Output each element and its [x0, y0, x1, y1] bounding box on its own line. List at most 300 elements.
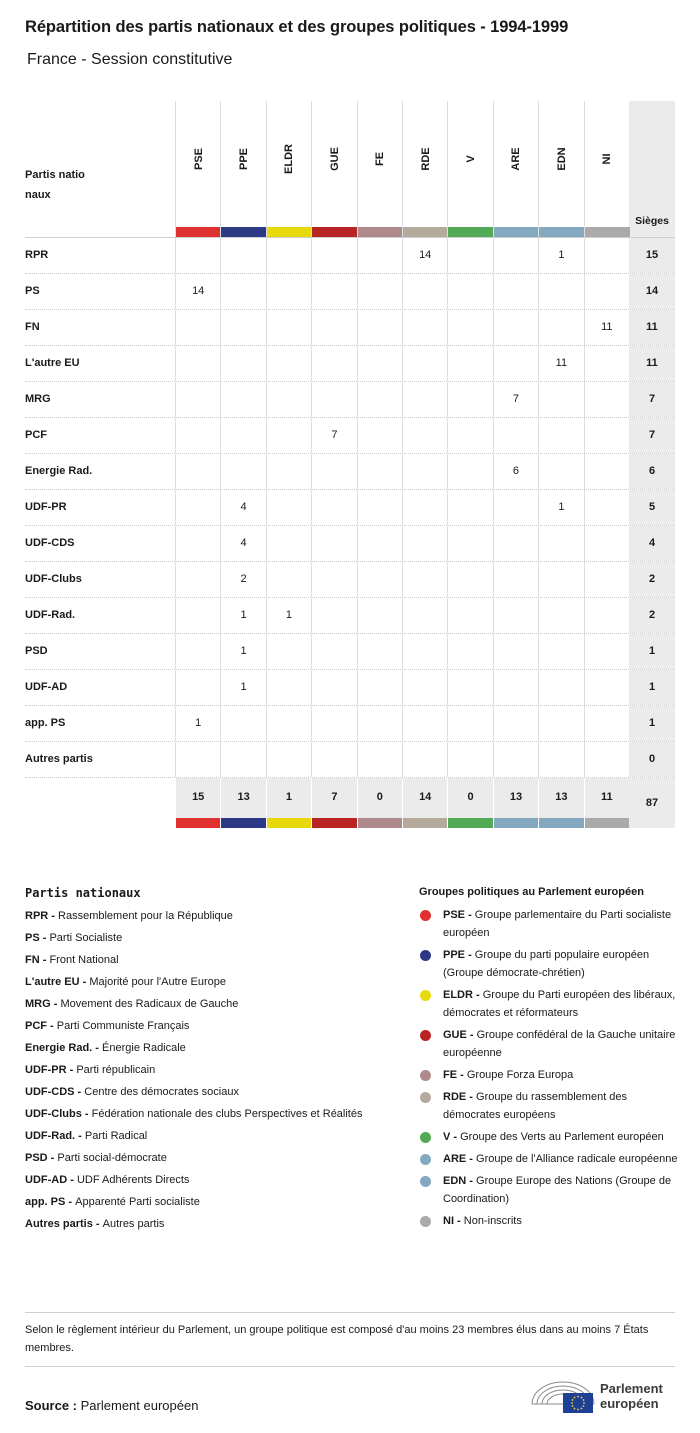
party-legend-item: L'autre EU - Majorité pour l'Autre Europe	[25, 976, 226, 988]
seat-cell	[266, 274, 311, 309]
party-legend-item: PS - Parti Socialiste	[25, 932, 123, 944]
seat-cell	[220, 742, 265, 777]
group-legend-item: ELDR - Groupe du Parti européen des libéraux, démocrates et réformateurs	[419, 986, 679, 1022]
group-color-stripe	[267, 818, 311, 828]
seat-cell	[538, 526, 583, 561]
group-total-value: 1	[285, 791, 293, 803]
seat-cell	[584, 238, 629, 273]
group-color-stripe	[585, 227, 630, 237]
seat-cell	[538, 274, 583, 309]
seat-cell	[220, 706, 265, 741]
seat-cell	[402, 274, 447, 309]
group-total-v	[447, 778, 492, 828]
row-total: 2	[629, 598, 675, 633]
seat-cell	[402, 418, 447, 453]
table-row	[25, 526, 675, 562]
row-total: 14	[629, 274, 675, 309]
seat-cell	[493, 706, 538, 741]
seat-cell	[447, 346, 492, 381]
seat-cell	[175, 526, 220, 561]
party-name: Energie Rad.	[25, 465, 93, 477]
group-legend-abbr: EDN	[443, 1175, 467, 1187]
group-color-dot	[420, 910, 431, 921]
group-color-stripe	[494, 818, 538, 828]
group-legend-item: PPE - Groupe du parti populaire européen (Groupe démocrate-chrétien)	[419, 946, 679, 982]
seat-cell	[357, 562, 402, 597]
seat-table	[25, 101, 675, 828]
page-title: Répartition des partis nationaux et des groupes politiques - 1994-1999	[25, 18, 569, 36]
seat-cell	[584, 706, 629, 741]
seat-cell	[447, 490, 492, 525]
seat-cell	[538, 562, 583, 597]
group-color-dot	[420, 1030, 431, 1041]
seat-cell	[175, 742, 220, 777]
group-legend-name: Groupe Forza Europa	[466, 1069, 574, 1081]
seat-cell	[538, 634, 583, 669]
seat-cell	[266, 670, 311, 705]
group-total-value: 0	[376, 791, 383, 803]
party-name: MRG	[25, 393, 51, 405]
group-legend-name: Groupe Europe des Nations (Groupe de Coordination)	[443, 1175, 672, 1205]
seat-cell	[584, 490, 629, 525]
party-name: FN	[25, 321, 40, 333]
seat-cell: 1	[175, 706, 220, 741]
party-legend-name: Parti Socialiste	[49, 932, 123, 944]
seat-cell: 6	[493, 454, 538, 489]
party-name: UDF-PR	[25, 501, 67, 513]
group-header-label: ARE	[510, 147, 523, 171]
party-name: PCF	[25, 429, 47, 441]
seat-cell	[447, 454, 492, 489]
group-total-value: 15	[192, 791, 205, 803]
seat-cell	[266, 310, 311, 345]
seat-cell	[447, 670, 492, 705]
seat-cell: 4	[220, 490, 265, 525]
table-row	[25, 310, 675, 346]
party-legend-item: UDF-CDS - Centre des démocrates sociaux	[25, 1086, 239, 1098]
row-total: 4	[629, 526, 675, 561]
group-total-value: 13	[237, 791, 250, 803]
seat-cell: 1	[538, 490, 583, 525]
party-legend-abbr: UDF-AD	[25, 1174, 68, 1186]
party-name: UDF-Clubs	[25, 573, 82, 585]
seats-header-label: Sièges	[635, 215, 669, 227]
seat-cell	[584, 274, 629, 309]
group-header-label: GUE	[328, 147, 341, 171]
seat-cell	[220, 310, 265, 345]
seat-cell: 2	[220, 562, 265, 597]
seat-cell	[175, 670, 220, 705]
seat-cell	[357, 670, 402, 705]
group-header-label: PSE	[192, 147, 205, 171]
seat-cell	[311, 526, 356, 561]
logo-text	[600, 1381, 663, 1411]
seat-cell	[493, 346, 538, 381]
group-color-stripe	[358, 818, 402, 828]
group-color-stripe	[448, 818, 492, 828]
row-total: 1	[629, 706, 675, 741]
hemicycle-icon	[530, 1374, 596, 1414]
group-color-dot	[420, 1176, 431, 1187]
seat-cell	[357, 490, 402, 525]
seat-cell	[175, 562, 220, 597]
seat-cell	[584, 346, 629, 381]
seat-cell	[311, 706, 356, 741]
group-legend-abbr: RDE	[443, 1091, 467, 1103]
party-legend-name: Parti Communiste Français	[56, 1020, 190, 1032]
table-row	[25, 490, 675, 526]
seat-cell	[584, 634, 629, 669]
seat-cell	[266, 526, 311, 561]
group-total-edn	[538, 778, 583, 828]
group-color-stripe	[221, 227, 266, 237]
party-legend-item: UDF-Clubs - Fédération nationale des clubs Perspectives et Réalités	[25, 1108, 363, 1120]
seat-cell	[311, 274, 356, 309]
groups-legend-title: Groupes politiques au Parlement européen	[419, 886, 644, 898]
group-color-stripe	[403, 227, 448, 237]
seat-cell	[584, 670, 629, 705]
party-legend-item: Autres partis - Autres partis	[25, 1218, 165, 1230]
group-color-stripe	[585, 818, 629, 828]
seat-cell	[266, 490, 311, 525]
table-row	[25, 382, 675, 418]
seat-cell: 7	[493, 382, 538, 417]
group-header-label: FE	[374, 151, 387, 167]
party-legend-abbr: UDF-Rad.	[25, 1130, 76, 1142]
group-header-eldr	[266, 101, 312, 237]
group-header-pse	[175, 101, 221, 237]
party-legend-name: Fédération nationale des clubs Perspectives et Réalités	[91, 1108, 363, 1120]
row-total: 11	[629, 310, 675, 345]
table-row	[25, 634, 675, 670]
party-legend-name: Parti républicain	[76, 1064, 156, 1076]
party-legend-abbr: UDF-CDS	[25, 1086, 75, 1098]
party-legend-name: Rassemblement pour la République	[58, 910, 233, 922]
table-row	[25, 670, 675, 706]
seat-cell	[175, 382, 220, 417]
seat-cell	[584, 382, 629, 417]
seat-cell	[220, 418, 265, 453]
table-row	[25, 346, 675, 382]
group-total-ni	[584, 778, 629, 828]
party-legend-item: Energie Rad. - Énergie Radicale	[25, 1042, 186, 1054]
seat-cell	[584, 562, 629, 597]
seat-cell	[538, 670, 583, 705]
parties-legend	[25, 886, 370, 1237]
logo-line-2: européen	[600, 1396, 659, 1411]
seat-cell	[266, 346, 311, 381]
seat-cell	[311, 742, 356, 777]
seat-cell	[584, 598, 629, 633]
party-legend-item: UDF-PR - Parti républicain	[25, 1064, 156, 1076]
seat-cell	[447, 562, 492, 597]
seat-cell	[493, 634, 538, 669]
seat-cell	[402, 634, 447, 669]
row-total: 6	[629, 454, 675, 489]
parliament-logo	[530, 1374, 680, 1414]
party-legend-name: Apparenté Parti socialiste	[75, 1196, 200, 1208]
group-color-stripe	[176, 818, 220, 828]
group-legend-name: Groupe parlementaire du Parti socialiste européen	[443, 909, 672, 939]
seat-cell	[447, 706, 492, 741]
row-total: 0	[629, 742, 675, 777]
seat-cell: 1	[220, 598, 265, 633]
seat-cell	[311, 346, 356, 381]
party-legend-item: PSD - Parti social-démocrate	[25, 1152, 167, 1164]
seat-cell	[220, 346, 265, 381]
seat-cell	[357, 454, 402, 489]
party-legend-abbr: PS	[25, 932, 40, 944]
party-legend-abbr: UDF-PR	[25, 1064, 67, 1076]
totals-row	[25, 778, 675, 828]
party-legend-item: PCF - Parti Communiste Français	[25, 1020, 190, 1032]
group-total-ppe	[220, 778, 265, 828]
seat-cell	[175, 634, 220, 669]
seat-cell	[447, 238, 492, 273]
group-total-value: 14	[419, 791, 432, 803]
seat-cell	[357, 706, 402, 741]
seat-cell	[357, 238, 402, 273]
group-color-stripe	[176, 227, 221, 237]
group-total-value: 7	[331, 791, 338, 803]
party-legend-abbr: MRG	[25, 998, 51, 1010]
seat-cell	[220, 238, 265, 273]
seat-cell	[402, 670, 447, 705]
group-legend-name: Groupe de l'Alliance radicale européenne	[476, 1153, 678, 1165]
seat-cell	[266, 454, 311, 489]
seat-cell: 7	[311, 418, 356, 453]
row-total: 15	[629, 238, 675, 273]
group-legend-name: Groupe confédéral de la Gauche unitaire européenne	[443, 1029, 676, 1059]
group-legend-abbr: FE	[443, 1069, 458, 1081]
seat-cell	[220, 274, 265, 309]
party-legend-abbr: Autres partis	[25, 1218, 93, 1230]
group-header-fe	[357, 101, 403, 237]
party-name: L'autre EU	[25, 357, 80, 369]
party-name: UDF-AD	[25, 681, 68, 693]
seat-cell	[538, 598, 583, 633]
seat-cell	[266, 706, 311, 741]
seat-cell	[357, 274, 402, 309]
group-header-label: EDN	[555, 147, 568, 171]
group-legend-item: ARE - Groupe de l'Alliance radicale européenne	[419, 1150, 679, 1168]
group-color-stripe	[539, 818, 583, 828]
group-legend-item: FE - Groupe Forza Europa	[419, 1066, 679, 1084]
row-total: 7	[629, 418, 675, 453]
seat-cell	[493, 418, 538, 453]
seat-cell: 14	[175, 274, 220, 309]
seat-cell	[402, 490, 447, 525]
party-legend-abbr: PCF	[25, 1020, 47, 1032]
group-color-dot	[420, 1070, 431, 1081]
group-color-dot	[420, 950, 431, 961]
seat-cell	[493, 598, 538, 633]
seat-cell	[311, 670, 356, 705]
group-color-stripe	[494, 227, 539, 237]
group-color-dot	[420, 1092, 431, 1103]
seat-cell	[357, 382, 402, 417]
group-legend-abbr: V	[443, 1131, 451, 1143]
seat-cell	[266, 418, 311, 453]
seat-cell	[538, 310, 583, 345]
seat-cell	[311, 454, 356, 489]
party-legend-item: FN - Front National	[25, 954, 119, 966]
group-header-edn	[538, 101, 584, 237]
seat-cell	[493, 562, 538, 597]
seat-cell	[402, 706, 447, 741]
seat-cell: 4	[220, 526, 265, 561]
party-name: PSD	[25, 645, 48, 657]
grand-total: 87	[629, 778, 675, 828]
party-legend-item: MRG - Movement des Radicaux de Gauche	[25, 998, 239, 1010]
table-row	[25, 742, 675, 778]
party-name: UDF-Rad.	[25, 609, 76, 621]
group-legend-abbr: GUE	[443, 1029, 467, 1041]
seat-cell	[584, 454, 629, 489]
group-total-are	[493, 778, 538, 828]
seat-cell	[447, 274, 492, 309]
row-total: 11	[629, 346, 675, 381]
seat-cell	[493, 526, 538, 561]
source-line	[25, 1398, 198, 1413]
group-color-stripe	[312, 818, 356, 828]
seats-header	[629, 101, 675, 237]
party-legend-name: Autres partis	[102, 1218, 165, 1230]
group-legend-name: Groupe du rassemblement des démocrates européens	[443, 1091, 628, 1121]
seat-cell	[357, 634, 402, 669]
table-row	[25, 418, 675, 454]
group-color-stripe	[448, 227, 493, 237]
party-legend-item: app. PS - Apparenté Parti socialiste	[25, 1196, 200, 1208]
group-legend-item: GUE - Groupe confédéral de la Gauche unitaire européenne	[419, 1026, 679, 1062]
footnote: Selon le règlement intérieur du Parlement, un groupe politique est composé d'au moins 23 membres élus dans au moins 7 États membres.	[25, 1312, 675, 1367]
seat-cell	[402, 382, 447, 417]
seat-cell: 11	[538, 346, 583, 381]
party-legend-abbr: RPR	[25, 910, 49, 922]
seat-cell	[402, 562, 447, 597]
seat-cell	[584, 418, 629, 453]
group-legend-name: Non-inscrits	[463, 1215, 522, 1227]
group-color-dot	[420, 1132, 431, 1143]
group-legend-abbr: PSE	[443, 909, 466, 921]
group-total-eldr	[266, 778, 311, 828]
table-header	[25, 101, 675, 238]
seat-cell	[493, 742, 538, 777]
seat-cell	[175, 454, 220, 489]
seat-cell	[402, 454, 447, 489]
seat-cell	[447, 598, 492, 633]
seat-cell	[538, 706, 583, 741]
seat-cell	[266, 634, 311, 669]
group-total-value: 13	[509, 791, 523, 803]
group-total-rde	[402, 778, 447, 828]
group-header-label: NI	[601, 153, 614, 165]
seat-cell	[447, 742, 492, 777]
seat-cell	[538, 742, 583, 777]
seat-cell	[493, 238, 538, 273]
group-total-value: 0	[467, 791, 474, 803]
source-value: Parlement européen	[80, 1398, 199, 1413]
party-legend-name: Parti social-démocrate	[57, 1152, 167, 1164]
seat-cell	[311, 490, 356, 525]
groups-legend	[419, 886, 679, 1234]
party-legend-abbr: app. PS	[25, 1196, 66, 1208]
seat-cell	[493, 310, 538, 345]
party-name: Autres partis	[25, 753, 93, 765]
group-legend-item: EDN - Groupe Europe des Nations (Groupe de Coordination)	[419, 1172, 679, 1208]
group-header-gue	[311, 101, 357, 237]
seat-cell	[175, 346, 220, 381]
row-total: 1	[629, 670, 675, 705]
seat-cell	[266, 238, 311, 273]
row-total: 5	[629, 490, 675, 525]
group-total-value: 11	[600, 791, 613, 803]
logo-line-1: Parlement	[600, 1381, 663, 1396]
group-header-are	[493, 101, 539, 237]
seat-cell	[447, 526, 492, 561]
party-name: UDF-CDS	[25, 537, 75, 549]
group-header-rde	[402, 101, 448, 237]
seat-cell	[175, 490, 220, 525]
seat-cell	[493, 670, 538, 705]
seat-cell: 1	[538, 238, 583, 273]
group-header-label: PPE	[238, 147, 251, 171]
table-row	[25, 706, 675, 742]
row-header-label: Partis nationaux	[25, 169, 85, 201]
group-legend-item: RDE - Groupe du rassemblement des démocrates européens	[419, 1088, 679, 1124]
group-color-stripe	[312, 227, 357, 237]
group-header-ppe	[220, 101, 266, 237]
group-header-ni	[584, 101, 630, 237]
group-legend-name: Groupe des Verts au Parlement européen	[460, 1131, 664, 1143]
seat-cell	[357, 418, 402, 453]
source-label: Source :	[25, 1398, 78, 1413]
seat-cell	[538, 382, 583, 417]
seat-cell	[266, 742, 311, 777]
seat-cell	[402, 742, 447, 777]
table-row	[25, 238, 675, 274]
table-row	[25, 598, 675, 634]
group-legend-abbr: NI	[443, 1215, 454, 1227]
seat-cell	[311, 382, 356, 417]
seat-cell	[357, 310, 402, 345]
seat-cell	[175, 418, 220, 453]
seat-cell	[266, 562, 311, 597]
party-legend-item: RPR - Rassemblement pour la République	[25, 910, 233, 922]
page-subtitle: France - Session constitutive	[27, 51, 233, 68]
party-name: RPR	[25, 249, 49, 261]
seat-cell	[402, 310, 447, 345]
group-legend-item: V - Groupe des Verts au Parlement européen	[419, 1128, 679, 1146]
seat-cell	[357, 742, 402, 777]
group-color-stripe	[267, 227, 312, 237]
seat-cell	[311, 562, 356, 597]
group-header-label: RDE	[419, 147, 432, 171]
party-legend-abbr: UDF-Clubs	[25, 1108, 82, 1120]
group-legend-abbr: ARE	[443, 1153, 467, 1165]
group-color-dot	[420, 990, 431, 1001]
seat-cell	[584, 526, 629, 561]
row-total: 7	[629, 382, 675, 417]
party-legend-abbr: PSD	[25, 1152, 48, 1164]
parties-legend-title: Partis nationaux	[25, 886, 141, 900]
seat-cell	[402, 598, 447, 633]
seat-cell	[584, 742, 629, 777]
seat-cell	[266, 382, 311, 417]
seat-cell	[538, 454, 583, 489]
seat-cell	[311, 598, 356, 633]
seat-cell	[311, 310, 356, 345]
